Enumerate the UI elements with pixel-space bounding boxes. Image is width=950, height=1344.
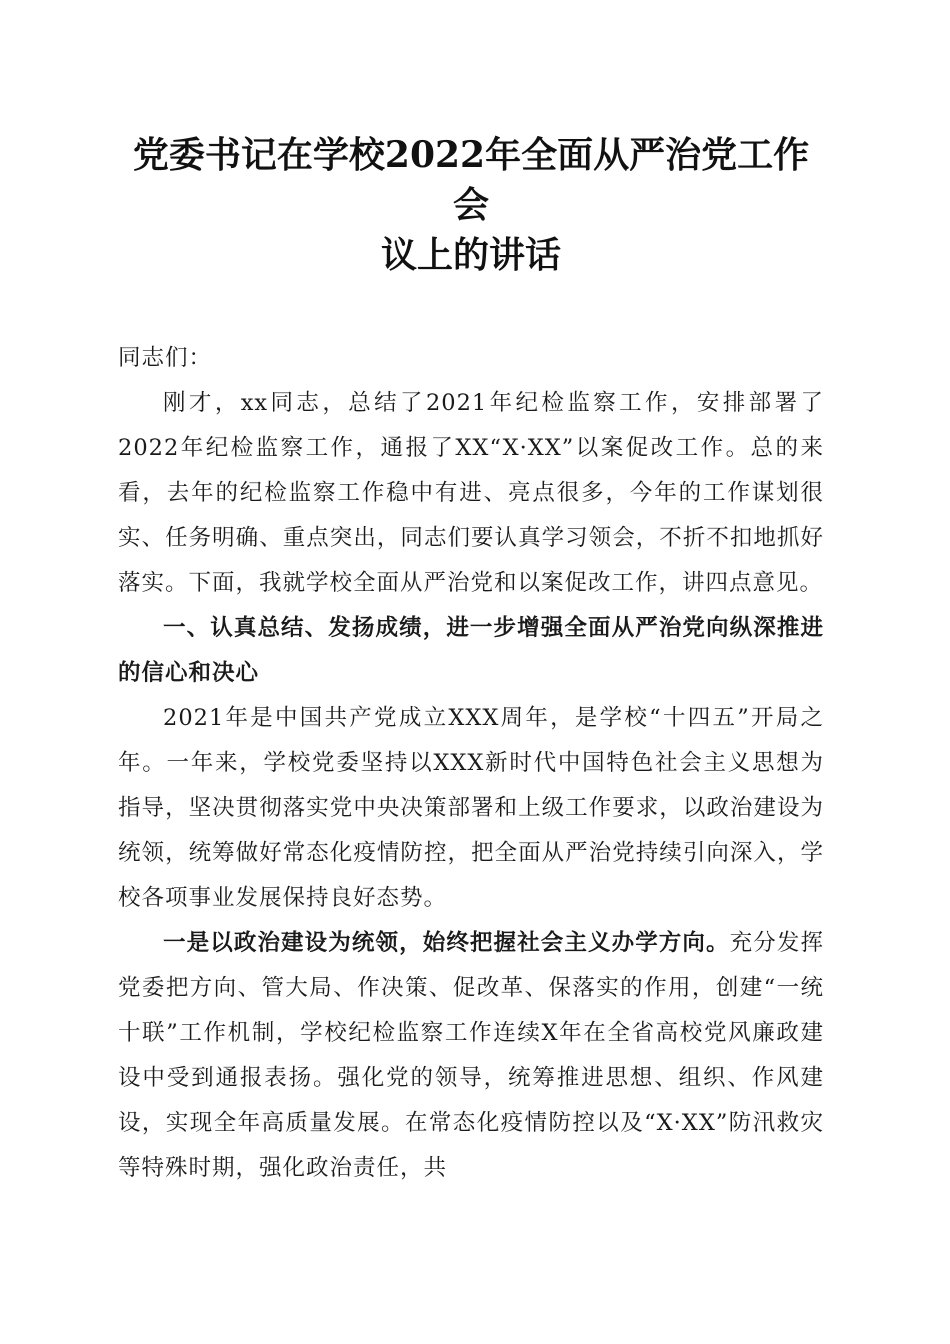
greeting: 同志们： bbox=[118, 345, 213, 371]
document-body bbox=[118, 336, 824, 1191]
document-title bbox=[118, 130, 824, 280]
title-line-2: 议上的讲话 bbox=[380, 234, 561, 276]
point-one-text: 充分发挥党委把方向、管大局、作决策、促改革、保落实的作用，创建“一统十联”工作机制，学校纪检监察工作连续X年在全省高校党风廉政建设中受到通报表扬。强化党的领导，统筹推进思想、组织、作风建设，实现全年高质量发展。在常态化疫情防控以及“X·XX”防汛救灾等特殊时期，强化政治责任，共 bbox=[118, 930, 824, 1181]
title-line-1: 党委书记在学校2022年全面从严治党工作会 bbox=[132, 134, 810, 226]
section-heading-1: 一、认真总结、发扬成绩，进一步增强全面从严治党向纵深推进的信心和决心 bbox=[118, 615, 824, 686]
paragraph-review: 2021年是中国共产党成立XXX周年，是学校“十四五”开局之年。一年来，学校党委坚持以XXX新时代中国特色社会主义思想为指导，坚决贯彻落实党中央决策部署和上级工作要求，以政治建设为统领，统筹做好常态化疫情防控，把全面从严治党持续引向深入，学校各项事业发展保持良好态势。 bbox=[118, 705, 824, 911]
paragraph-intro: 刚才，xx同志，总结了2021年纪检监察工作，安排部署了2022年纪检监察工作，通报了XX“X·XX”以案促改工作。总的来看，去年的纪检监察工作稳中有进、亮点很多，今年的工作谋划很实、任务明确、重点突出，同志们要认真学习领会，不折不扣地抓好落实。下面，我就学校全面从严治党和以案促改工作，讲四点意见。 bbox=[118, 390, 824, 596]
paragraph-point-one bbox=[118, 921, 824, 1191]
point-one-lead: 一是以政治建设为统领，始终把握社会主义办学方向。 bbox=[163, 930, 730, 956]
document-page bbox=[118, 130, 824, 1191]
